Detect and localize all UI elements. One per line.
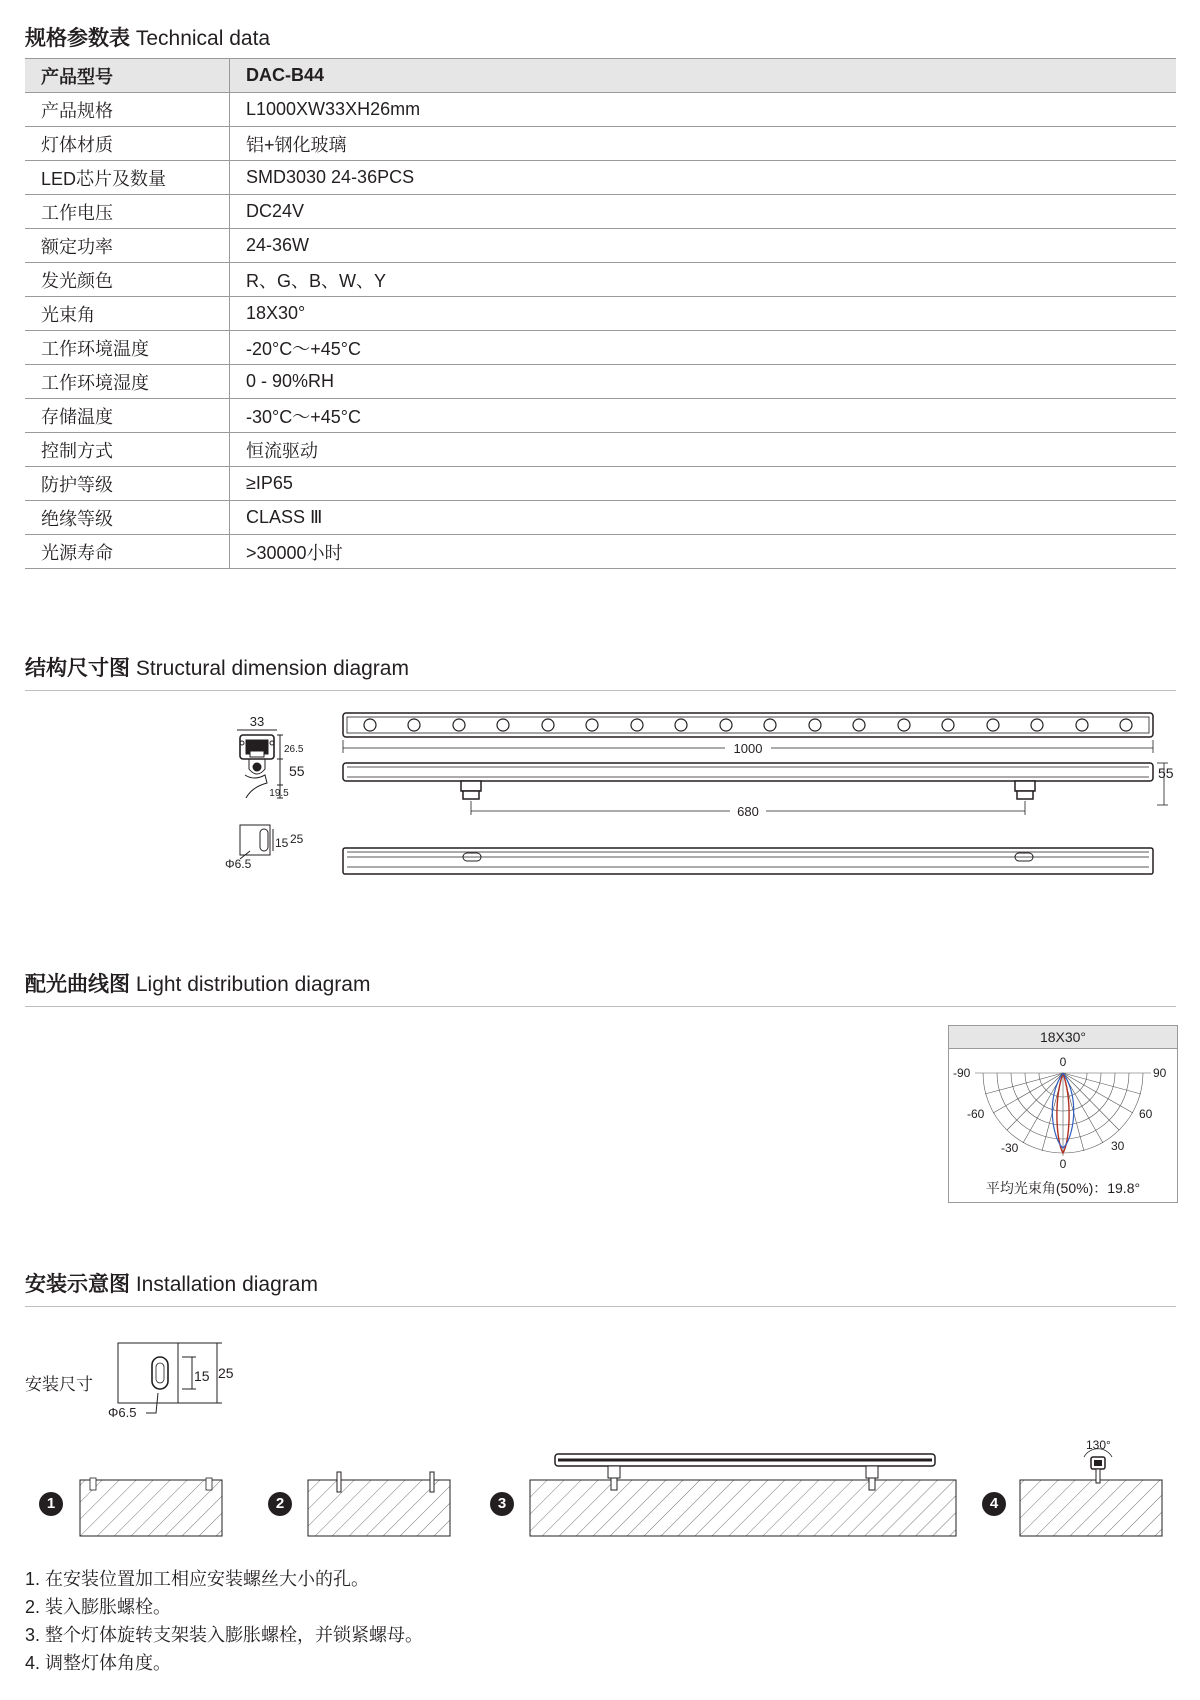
polar-label-top: 0 <box>1059 1055 1067 1069</box>
section-title-en: Technical data <box>135 27 271 50</box>
spec-row <box>25 365 1176 399</box>
spec-key: 存储温度 <box>25 399 230 433</box>
dim-bracket-span: 680 <box>737 804 759 819</box>
spec-value: DAC-B44 <box>230 59 1177 93</box>
structure-drawing <box>0 695 1200 895</box>
spec-key: 控制方式 <box>25 433 230 467</box>
section-divider <box>25 690 1176 691</box>
spec-key: 工作环境温度 <box>25 331 230 365</box>
spec-row <box>25 161 1176 195</box>
polar-label-right90: 90 <box>1153 1066 1167 1080</box>
hole-detail <box>240 825 273 859</box>
spec-key: 额定功率 <box>25 229 230 263</box>
mount-hole-drawing <box>100 1335 250 1420</box>
spec-row <box>25 399 1176 433</box>
mount-slot-outer: 25 <box>218 1365 234 1381</box>
mount-size-label: 安装尺寸 <box>25 1375 93 1394</box>
section-title-cn: 配光曲线图 <box>25 973 130 996</box>
spec-key: 工作环境湿度 <box>25 365 230 399</box>
spec-value: DC24V <box>230 195 1177 229</box>
polar-chart <box>948 1025 1178 1203</box>
spec-key: LED芯片及数量 <box>25 161 230 195</box>
spec-key: 光束角 <box>25 297 230 331</box>
dim-slot-inner: 15 <box>275 836 289 850</box>
spec-header-row <box>25 59 1176 93</box>
polar-beam-title: 18X30° <box>949 1026 1177 1049</box>
spec-value: >30000小时 <box>230 535 1177 569</box>
spec-row <box>25 501 1176 535</box>
section-title-structural <box>25 652 409 682</box>
section-title-technical-data <box>25 22 270 52</box>
step-number-2: 2 <box>268 1492 292 1516</box>
spec-key: 发光颜色 <box>25 263 230 297</box>
top-view <box>343 713 1153 737</box>
spec-row <box>25 263 1176 297</box>
section-title-cn: 安装示意图 <box>25 1273 130 1296</box>
spec-key: 工作电压 <box>25 195 230 229</box>
spec-row <box>25 195 1176 229</box>
dim-length: 1000 <box>733 741 763 756</box>
polar-label-left90: -90 <box>953 1066 971 1080</box>
polar-label-left30: -30 <box>1001 1141 1019 1155</box>
step-number-3: 3 <box>490 1492 514 1516</box>
spec-key: 产品规格 <box>25 93 230 127</box>
dim-side-h3: 19.5 <box>269 788 289 799</box>
spec-key: 光源寿命 <box>25 535 230 569</box>
side-view <box>343 763 1153 799</box>
section-divider <box>25 1006 1176 1007</box>
spec-value: 24-36W <box>230 229 1177 263</box>
spec-row <box>25 297 1176 331</box>
spec-table <box>25 58 1176 569</box>
mount-hole-dia: Φ6.5 <box>108 1405 137 1420</box>
install-notes <box>25 1565 423 1677</box>
section-title-en: Structural dimension diagram <box>135 657 409 680</box>
polar-label-right30: 30 <box>1111 1139 1125 1153</box>
spec-value: 恒流驱动 <box>230 433 1177 467</box>
section-title-install <box>25 1268 318 1298</box>
spec-row <box>25 467 1176 501</box>
install-note: 4. 调整灯体角度。 <box>25 1653 172 1673</box>
spec-value: ≥IP65 <box>230 467 1177 501</box>
step-1-drawing <box>78 1470 228 1540</box>
install-note: 3. 整个灯体旋转支架装入膨胀螺栓，并锁紧螺母。 <box>25 1625 424 1645</box>
section-title-en: Light distribution diagram <box>135 973 371 996</box>
spec-value: L1000XW33XH26mm <box>230 93 1177 127</box>
step-4-drawing <box>1018 1435 1168 1541</box>
spec-key: 灯体材质 <box>25 127 230 161</box>
section-divider <box>25 1306 1176 1307</box>
dim-hole-dia: Φ6.5 <box>225 857 252 871</box>
dim-slot-outer: 25 <box>290 832 304 846</box>
section-title-cn: 规格参数表 <box>25 27 130 50</box>
dim-side-h1: 26.5 <box>284 744 304 755</box>
dim-side-width: 33 <box>249 714 265 729</box>
dim-side-h2: 55 <box>289 763 305 779</box>
spec-key: 产品型号 <box>25 59 230 93</box>
section-title-en: Installation diagram <box>135 1273 318 1296</box>
spec-row <box>25 127 1176 161</box>
led-row <box>364 719 1132 731</box>
spec-row <box>25 331 1176 365</box>
spec-key: 防护等级 <box>25 467 230 501</box>
spec-value: -30°C～+45°C <box>230 399 1177 433</box>
step-number-4: 4 <box>982 1492 1006 1516</box>
step-3-drawing <box>528 1448 968 1540</box>
polar-label-right60: 60 <box>1139 1107 1153 1121</box>
spec-value: R、G、B、W、Y <box>230 263 1177 297</box>
install-note: 1. 在安装位置加工相应安装螺丝大小的孔。 <box>25 1569 370 1589</box>
spec-value: CLASS Ⅲ <box>230 501 1177 535</box>
bottom-view <box>343 848 1153 874</box>
mount-slot-inner: 15 <box>194 1368 210 1384</box>
spec-value: -20°C～+45°C <box>230 331 1177 365</box>
polar-caption: 平均光束角(50%)：19.8° <box>985 1180 1141 1196</box>
install-note: 2. 装入膨胀螺栓。 <box>25 1597 172 1617</box>
spec-row <box>25 433 1176 467</box>
polar-plot <box>949 1048 1177 1178</box>
spec-row <box>25 229 1176 263</box>
section-title-light <box>25 968 370 998</box>
step-2-drawing <box>306 1460 456 1540</box>
step-number-1: 1 <box>39 1492 63 1516</box>
dim-height: 55 <box>1158 765 1174 781</box>
spec-value: SMD3030 24-36PCS <box>230 161 1177 195</box>
spec-value: 18X30° <box>230 297 1177 331</box>
spec-row <box>25 93 1176 127</box>
spec-value: 铝+钢化玻璃 <box>230 127 1177 161</box>
spec-key: 绝缘等级 <box>25 501 230 535</box>
spec-value: 0 - 90%RH <box>230 365 1177 399</box>
polar-label-left60: -60 <box>967 1107 985 1121</box>
polar-label-bottom: 0 <box>1059 1157 1067 1171</box>
section-title-cn: 结构尺寸图 <box>25 657 130 680</box>
tilt-angle: 130° <box>1086 1438 1111 1452</box>
spec-row <box>25 535 1176 569</box>
